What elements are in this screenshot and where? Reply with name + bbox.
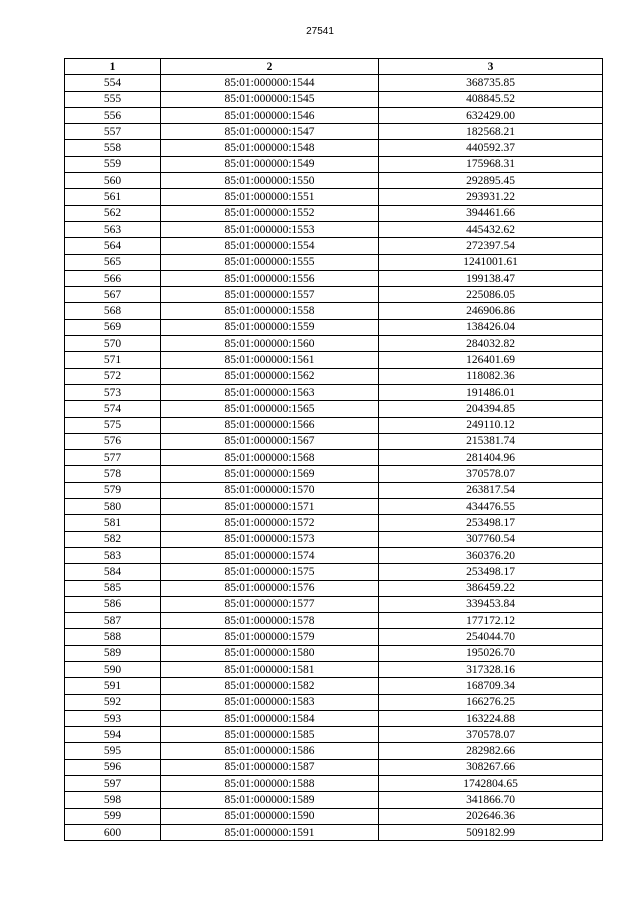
cadastral-number-cell: 85:01:000000:1584	[161, 710, 379, 726]
cadastral-number-cell: 85:01:000000:1554	[161, 238, 379, 254]
cadastral-number-cell: 85:01:000000:1551	[161, 189, 379, 205]
value-cell: 253498.17	[379, 564, 603, 580]
value-cell: 202646.36	[379, 808, 603, 824]
cadastral-number-cell: 85:01:000000:1583	[161, 694, 379, 710]
table-row	[65, 384, 603, 400]
table-row	[65, 710, 603, 726]
row-number-cell: 572	[65, 368, 161, 384]
value-cell: 126401.69	[379, 352, 603, 368]
column-header-1: 1	[65, 59, 161, 75]
value-cell: 253498.17	[379, 515, 603, 531]
cadastral-number-cell: 85:01:000000:1573	[161, 531, 379, 547]
value-cell: 509182.99	[379, 824, 603, 840]
row-number-cell: 568	[65, 303, 161, 319]
table-row	[65, 792, 603, 808]
value-cell: 163224.88	[379, 710, 603, 726]
data-table	[64, 58, 603, 841]
table-row	[65, 694, 603, 710]
value-cell: 249110.12	[379, 417, 603, 433]
cadastral-number-cell: 85:01:000000:1558	[161, 303, 379, 319]
value-cell: 370578.07	[379, 466, 603, 482]
value-cell: 225086.05	[379, 287, 603, 303]
value-cell: 175968.31	[379, 156, 603, 172]
row-number-cell: 593	[65, 710, 161, 726]
cadastral-number-cell: 85:01:000000:1561	[161, 352, 379, 368]
value-cell: 386459.22	[379, 580, 603, 596]
table-row	[65, 205, 603, 221]
table-row	[65, 221, 603, 237]
table-row	[65, 433, 603, 449]
value-cell: 1241001.61	[379, 254, 603, 270]
value-cell: 118082.36	[379, 368, 603, 384]
value-cell: 263817.54	[379, 482, 603, 498]
value-cell: 408845.52	[379, 91, 603, 107]
table-row	[65, 270, 603, 286]
value-cell: 254044.70	[379, 629, 603, 645]
value-cell: 191486.01	[379, 384, 603, 400]
value-cell: 138426.04	[379, 319, 603, 335]
row-number-cell: 556	[65, 107, 161, 123]
table-row	[65, 759, 603, 775]
row-number-cell: 571	[65, 352, 161, 368]
cadastral-number-cell: 85:01:000000:1588	[161, 776, 379, 792]
cadastral-number-cell: 85:01:000000:1587	[161, 759, 379, 775]
row-number-cell: 599	[65, 808, 161, 824]
value-cell: 272397.54	[379, 238, 603, 254]
table-row	[65, 303, 603, 319]
cadastral-number-cell: 85:01:000000:1580	[161, 645, 379, 661]
table-row	[65, 319, 603, 335]
row-number-cell: 595	[65, 743, 161, 759]
cadastral-number-cell: 85:01:000000:1559	[161, 319, 379, 335]
row-number-cell: 560	[65, 173, 161, 189]
value-cell: 308267.66	[379, 759, 603, 775]
cadastral-number-cell: 85:01:000000:1548	[161, 140, 379, 156]
row-number-cell: 567	[65, 287, 161, 303]
row-number-cell: 562	[65, 205, 161, 221]
table-row	[65, 417, 603, 433]
row-number-cell: 569	[65, 319, 161, 335]
cadastral-number-cell: 85:01:000000:1586	[161, 743, 379, 759]
row-number-cell: 563	[65, 221, 161, 237]
cadastral-number-cell: 85:01:000000:1575	[161, 564, 379, 580]
table-row	[65, 678, 603, 694]
row-number-cell: 587	[65, 613, 161, 629]
value-cell: 282982.66	[379, 743, 603, 759]
cadastral-number-cell: 85:01:000000:1572	[161, 515, 379, 531]
cadastral-number-cell: 85:01:000000:1585	[161, 727, 379, 743]
value-cell: 293931.22	[379, 189, 603, 205]
value-cell: 204394.85	[379, 401, 603, 417]
column-header-2: 2	[161, 59, 379, 75]
row-number-cell: 579	[65, 482, 161, 498]
row-number-cell: 584	[65, 564, 161, 580]
row-number-cell: 565	[65, 254, 161, 270]
cadastral-number-cell: 85:01:000000:1549	[161, 156, 379, 172]
value-cell: 284032.82	[379, 336, 603, 352]
value-cell: 394461.66	[379, 205, 603, 221]
cadastral-number-cell: 85:01:000000:1576	[161, 580, 379, 596]
table-row	[65, 596, 603, 612]
table-row	[65, 173, 603, 189]
row-number-cell: 576	[65, 433, 161, 449]
page-number: 27541	[306, 26, 334, 37]
cadastral-number-cell: 85:01:000000:1589	[161, 792, 379, 808]
row-number-cell: 557	[65, 124, 161, 140]
row-number-cell: 559	[65, 156, 161, 172]
table-row	[65, 156, 603, 172]
cadastral-number-cell: 85:01:000000:1566	[161, 417, 379, 433]
cadastral-number-cell: 85:01:000000:1590	[161, 808, 379, 824]
value-cell: 632429.00	[379, 107, 603, 123]
cadastral-number-cell: 85:01:000000:1557	[161, 287, 379, 303]
table-row	[65, 743, 603, 759]
cadastral-number-cell: 85:01:000000:1568	[161, 450, 379, 466]
table-row	[65, 368, 603, 384]
row-number-cell: 558	[65, 140, 161, 156]
table-row	[65, 564, 603, 580]
cadastral-number-cell: 85:01:000000:1555	[161, 254, 379, 270]
row-number-cell: 575	[65, 417, 161, 433]
row-number-cell: 589	[65, 645, 161, 661]
row-number-cell: 591	[65, 678, 161, 694]
cadastral-number-cell: 85:01:000000:1574	[161, 547, 379, 563]
table-row	[65, 254, 603, 270]
value-cell: 215381.74	[379, 433, 603, 449]
cadastral-number-cell: 85:01:000000:1569	[161, 466, 379, 482]
value-cell: 317328.16	[379, 661, 603, 677]
row-number-cell: 555	[65, 91, 161, 107]
table-body	[65, 75, 603, 841]
row-number-cell: 580	[65, 499, 161, 515]
value-cell: 182568.21	[379, 124, 603, 140]
row-number-cell: 566	[65, 270, 161, 286]
cadastral-number-cell: 85:01:000000:1582	[161, 678, 379, 694]
table-row	[65, 580, 603, 596]
table-row	[65, 401, 603, 417]
value-cell: 168709.34	[379, 678, 603, 694]
table-row	[65, 776, 603, 792]
table-row	[65, 352, 603, 368]
cadastral-number-cell: 85:01:000000:1563	[161, 384, 379, 400]
value-cell: 445432.62	[379, 221, 603, 237]
table-row	[65, 140, 603, 156]
value-cell: 339453.84	[379, 596, 603, 612]
value-cell: 195026.70	[379, 645, 603, 661]
table-row	[65, 499, 603, 515]
cadastral-number-cell: 85:01:000000:1570	[161, 482, 379, 498]
table-row	[65, 124, 603, 140]
cadastral-number-cell: 85:01:000000:1565	[161, 401, 379, 417]
row-number-cell: 573	[65, 384, 161, 400]
row-number-cell: 594	[65, 727, 161, 743]
table-row	[65, 450, 603, 466]
value-cell: 440592.37	[379, 140, 603, 156]
cadastral-number-cell: 85:01:000000:1550	[161, 173, 379, 189]
cadastral-number-cell: 85:01:000000:1544	[161, 75, 379, 91]
table-row	[65, 91, 603, 107]
value-cell: 281404.96	[379, 450, 603, 466]
table-row	[65, 107, 603, 123]
row-number-cell: 577	[65, 450, 161, 466]
table-row	[65, 75, 603, 91]
table-row	[65, 629, 603, 645]
cadastral-number-cell: 85:01:000000:1547	[161, 124, 379, 140]
row-number-cell: 583	[65, 547, 161, 563]
row-number-cell: 574	[65, 401, 161, 417]
row-number-cell: 600	[65, 824, 161, 840]
table-row	[65, 287, 603, 303]
value-cell: 292895.45	[379, 173, 603, 189]
row-number-cell: 592	[65, 694, 161, 710]
row-number-cell: 578	[65, 466, 161, 482]
value-cell: 360376.20	[379, 547, 603, 563]
row-number-cell: 585	[65, 580, 161, 596]
cadastral-number-cell: 85:01:000000:1562	[161, 368, 379, 384]
value-cell: 177172.12	[379, 613, 603, 629]
table-row	[65, 482, 603, 498]
value-cell: 370578.07	[379, 727, 603, 743]
cadastral-number-cell: 85:01:000000:1553	[161, 221, 379, 237]
value-cell: 434476.55	[379, 499, 603, 515]
table-row	[65, 824, 603, 840]
value-cell: 368735.85	[379, 75, 603, 91]
table-row	[65, 238, 603, 254]
row-number-cell: 588	[65, 629, 161, 645]
table-row	[65, 613, 603, 629]
cadastral-number-cell: 85:01:000000:1545	[161, 91, 379, 107]
table-row	[65, 547, 603, 563]
cadastral-number-cell: 85:01:000000:1577	[161, 596, 379, 612]
row-number-cell: 554	[65, 75, 161, 91]
row-number-cell: 596	[65, 759, 161, 775]
table-header-row	[65, 59, 603, 75]
cadastral-number-cell: 85:01:000000:1546	[161, 107, 379, 123]
value-cell: 1742804.65	[379, 776, 603, 792]
table-row	[65, 531, 603, 547]
row-number-cell: 582	[65, 531, 161, 547]
row-number-cell: 581	[65, 515, 161, 531]
cadastral-number-cell: 85:01:000000:1571	[161, 499, 379, 515]
cadastral-number-cell: 85:01:000000:1560	[161, 336, 379, 352]
cadastral-number-cell: 85:01:000000:1567	[161, 433, 379, 449]
cadastral-number-cell: 85:01:000000:1578	[161, 613, 379, 629]
table-row	[65, 645, 603, 661]
row-number-cell: 570	[65, 336, 161, 352]
value-cell: 307760.54	[379, 531, 603, 547]
cadastral-number-cell: 85:01:000000:1581	[161, 661, 379, 677]
cadastral-number-cell: 85:01:000000:1556	[161, 270, 379, 286]
table-row	[65, 466, 603, 482]
table-header	[65, 59, 603, 75]
table-row	[65, 727, 603, 743]
row-number-cell: 586	[65, 596, 161, 612]
row-number-cell: 590	[65, 661, 161, 677]
row-number-cell: 561	[65, 189, 161, 205]
value-cell: 166276.25	[379, 694, 603, 710]
value-cell: 341866.70	[379, 792, 603, 808]
value-cell: 199138.47	[379, 270, 603, 286]
cadastral-number-cell: 85:01:000000:1552	[161, 205, 379, 221]
table-row	[65, 661, 603, 677]
row-number-cell: 564	[65, 238, 161, 254]
value-cell: 246906.86	[379, 303, 603, 319]
cadastral-number-cell: 85:01:000000:1591	[161, 824, 379, 840]
row-number-cell: 597	[65, 776, 161, 792]
column-header-3: 3	[379, 59, 603, 75]
table-row	[65, 808, 603, 824]
table-row	[65, 189, 603, 205]
row-number-cell: 598	[65, 792, 161, 808]
table-row	[65, 336, 603, 352]
cadastral-number-cell: 85:01:000000:1579	[161, 629, 379, 645]
table-row	[65, 515, 603, 531]
